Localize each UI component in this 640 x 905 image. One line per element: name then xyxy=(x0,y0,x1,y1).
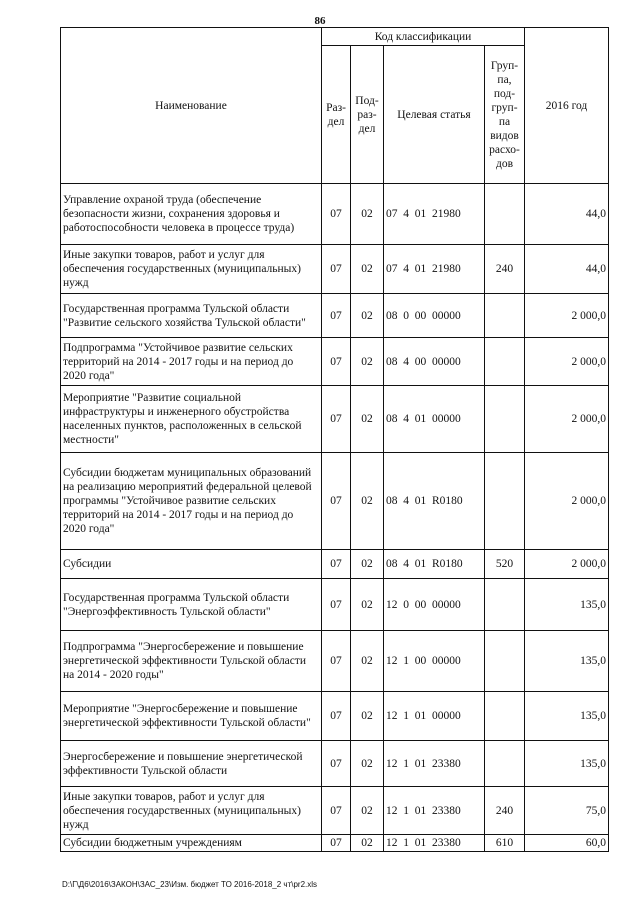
row-expense-group xyxy=(485,631,525,692)
row-target-code: 12 1 00 00000 xyxy=(384,631,485,692)
footer-file-path: D:\Г\Д6\2016\ЗАКОН\ЗАС_23\Изм. бюджет ТО 2016-2018_2 чт\pr2.xls xyxy=(62,880,318,889)
row-name: Подпрограмма "Устойчивое развитие сельских территорий на 2014 - 2017 годы и на период до 2020 года" xyxy=(61,338,322,386)
header-razdel: Раз- дел xyxy=(322,46,351,184)
row-razdel: 07 xyxy=(322,453,351,550)
row-expense-group xyxy=(485,692,525,741)
row-amount: 135,0 xyxy=(525,692,609,741)
row-razdel: 07 xyxy=(322,741,351,787)
row-amount: 2 000,0 xyxy=(525,338,609,386)
row-expense-group xyxy=(485,294,525,338)
row-podrazdel: 02 xyxy=(351,631,384,692)
budget-table xyxy=(60,27,609,852)
row-podrazdel: 02 xyxy=(351,787,384,835)
row-razdel: 07 xyxy=(322,631,351,692)
row-expense-group xyxy=(485,741,525,787)
row-expense-group: 240 xyxy=(485,787,525,835)
row-podrazdel: 02 xyxy=(351,245,384,294)
table-row xyxy=(61,579,609,631)
table-row xyxy=(61,741,609,787)
page-number: 86 xyxy=(314,15,326,27)
header-podrazdel: Под- раз- дел xyxy=(351,46,384,184)
row-target-code: 12 1 01 23380 xyxy=(384,787,485,835)
header-code-group: Код классификации xyxy=(322,28,525,46)
row-expense-group xyxy=(485,184,525,245)
row-target-code: 12 1 01 00000 xyxy=(384,692,485,741)
row-name: Субсидии бюджетам муниципальных образований на реализацию мероприятий федеральной целевой программы "Устойчивое развитие сельских территорий на 2014 - 2017 годы и на период до 2020 года" xyxy=(61,453,322,550)
row-target-code: 07 4 01 21980 xyxy=(384,245,485,294)
row-expense-group: 240 xyxy=(485,245,525,294)
row-podrazdel: 02 xyxy=(351,550,384,579)
row-amount: 44,0 xyxy=(525,245,609,294)
row-razdel: 07 xyxy=(322,835,351,852)
row-podrazdel: 02 xyxy=(351,338,384,386)
row-razdel: 07 xyxy=(322,692,351,741)
row-target-code: 12 0 00 00000 xyxy=(384,579,485,631)
row-podrazdel: 02 xyxy=(351,741,384,787)
table-body xyxy=(61,184,609,852)
row-podrazdel: 02 xyxy=(351,184,384,245)
row-podrazdel: 02 xyxy=(351,294,384,338)
row-name: Субсидии бюджетным учреждениям xyxy=(61,835,322,852)
row-name: Энергосбережение и повышение энергетической эффективности Тульской области xyxy=(61,741,322,787)
row-amount: 2 000,0 xyxy=(525,386,609,453)
row-name: Государственная программа Тульской области "Энергоэффективность Тульской области" xyxy=(61,579,322,631)
table-row xyxy=(61,631,609,692)
table-row xyxy=(61,692,609,741)
row-razdel: 07 xyxy=(322,787,351,835)
row-name: Мероприятие "Развитие социальной инфраструктуры и инженерного обустройства населенных пунктов, расположенных в сельской местности" xyxy=(61,386,322,453)
row-razdel: 07 xyxy=(322,579,351,631)
row-name: Управление охраной труда (обеспечение безопасности жизни, сохранения здоровья и работоспособности человека в процессе труда) xyxy=(61,184,322,245)
row-razdel: 07 xyxy=(322,338,351,386)
row-expense-group xyxy=(485,338,525,386)
row-target-code: 08 4 01 R0180 xyxy=(384,453,485,550)
row-podrazdel: 02 xyxy=(351,835,384,852)
table-row xyxy=(61,787,609,835)
row-amount: 135,0 xyxy=(525,579,609,631)
row-amount: 2 000,0 xyxy=(525,550,609,579)
row-target-code: 07 4 01 21980 xyxy=(384,184,485,245)
table-row xyxy=(61,835,609,852)
table-row xyxy=(61,453,609,550)
row-amount: 44,0 xyxy=(525,184,609,245)
row-amount: 2 000,0 xyxy=(525,294,609,338)
row-target-code: 08 4 01 00000 xyxy=(384,386,485,453)
row-podrazdel: 02 xyxy=(351,386,384,453)
row-name: Субсидии xyxy=(61,550,322,579)
row-expense-group: 520 xyxy=(485,550,525,579)
row-name: Государственная программа Тульской области "Развитие сельского хозяйства Тульской области" xyxy=(61,294,322,338)
row-razdel: 07 xyxy=(322,294,351,338)
row-razdel: 07 xyxy=(322,184,351,245)
row-amount: 135,0 xyxy=(525,741,609,787)
row-podrazdel: 02 xyxy=(351,579,384,631)
header-year: 2016 год xyxy=(525,28,609,184)
row-razdel: 07 xyxy=(322,386,351,453)
row-name: Иные закупки товаров, работ и услуг для обеспечения государственных (муниципальных) нужд xyxy=(61,787,322,835)
row-amount: 135,0 xyxy=(525,631,609,692)
row-razdel: 07 xyxy=(322,550,351,579)
row-target-code: 08 4 01 R0180 xyxy=(384,550,485,579)
row-expense-group xyxy=(485,386,525,453)
row-podrazdel: 02 xyxy=(351,692,384,741)
row-target-code: 12 1 01 23380 xyxy=(384,741,485,787)
row-expense-group xyxy=(485,579,525,631)
row-podrazdel: 02 xyxy=(351,453,384,550)
header-gruppa: Груп- па, под- груп- па видов расхо- дов xyxy=(485,46,525,184)
row-name: Иные закупки товаров, работ и услуг для обеспечения государственных (муниципальных) нужд xyxy=(61,245,322,294)
table-row xyxy=(61,338,609,386)
header-name: Наименование xyxy=(61,28,322,184)
row-amount: 75,0 xyxy=(525,787,609,835)
row-name: Мероприятие "Энергосбережение и повышение энергетической эффективности Тульской области" xyxy=(61,692,322,741)
header-tselevaya: Целевая статья xyxy=(384,46,485,184)
row-expense-group xyxy=(485,453,525,550)
table-row xyxy=(61,294,609,338)
table-row xyxy=(61,184,609,245)
row-target-code: 08 0 00 00000 xyxy=(384,294,485,338)
row-target-code: 12 1 01 23380 xyxy=(384,835,485,852)
table-row xyxy=(61,245,609,294)
table-row xyxy=(61,550,609,579)
row-name: Подпрограмма "Энергосбережение и повышение энергетической эффективности Тульской области на 2014 - 2020 годы" xyxy=(61,631,322,692)
row-target-code: 08 4 00 00000 xyxy=(384,338,485,386)
row-razdel: 07 xyxy=(322,245,351,294)
row-amount: 60,0 xyxy=(525,835,609,852)
row-amount: 2 000,0 xyxy=(525,453,609,550)
row-expense-group: 610 xyxy=(485,835,525,852)
table-row xyxy=(61,386,609,453)
